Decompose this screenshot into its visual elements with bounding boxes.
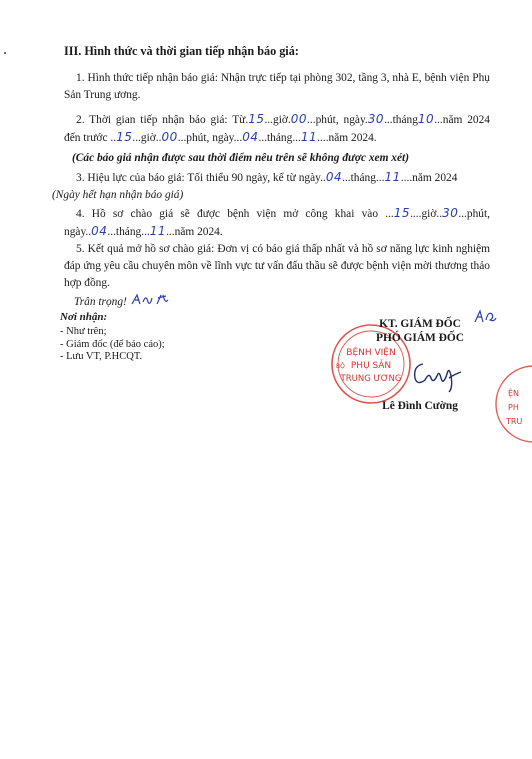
- handwritten-hour: 15: [248, 112, 265, 126]
- handwritten-signature: [405, 358, 465, 394]
- seal-text-line: PHỤ SẢN: [350, 361, 392, 371]
- seal-partial-text: PH: [508, 403, 519, 412]
- handwritten-day: 04: [242, 130, 259, 144]
- item-2-receiving-time: 2. Thời gian tiếp nhận báo giá: Từ.15...giờ.00...phút, ngày.30...tháng10...năm 2024 đến trước ..15...giờ..00...phút, ngày...04...tháng...11....năm 2024.: [64, 112, 490, 144]
- handwritten-initials: [472, 308, 498, 326]
- seal-text-line: BỆNH VIỆN: [346, 348, 396, 358]
- signer-title-line-1: KT. GIÁM ĐỐC: [379, 318, 461, 330]
- handwritten-month: 11: [149, 224, 167, 238]
- handwritten-minute: 30: [442, 206, 459, 220]
- handwritten-hour: 15: [393, 206, 411, 220]
- handwritten-day: 30: [367, 112, 385, 126]
- handwritten-hour: 15: [116, 130, 133, 144]
- signer-title-line-2: PHÓ GIÁM ĐỐC: [376, 332, 464, 344]
- handwritten-initials: [130, 292, 170, 308]
- late-submission-note: (Các báo giá nhận được sau thời điểm nêu trên sẽ không được xem xét): [72, 152, 410, 164]
- item-1-receiving-method: 1. Hình thức tiếp nhận báo giá: Nhận trực tiếp tại phòng 302, tầng 3, nhà E, bệnh viện Phụ Sản Trung ương.: [64, 72, 490, 101]
- handwritten-month: 10: [417, 112, 435, 126]
- seal-partial-text: TRU: [506, 417, 523, 426]
- recipients-title: Nơi nhận:: [60, 311, 108, 323]
- seal-side-text: BỘ: [336, 363, 345, 370]
- handwritten-day: 04: [325, 170, 343, 184]
- partial-red-seal-stamp: [494, 354, 532, 454]
- deadline-note: (Ngày hết hạn nhận báo giá): [52, 189, 184, 201]
- handwritten-minute: 00: [161, 130, 178, 144]
- handwritten-minute: 00: [290, 112, 308, 126]
- section-heading: III. Hình thức và thời gian tiếp nhận báo giá:: [64, 44, 299, 58]
- scan-speck: [4, 52, 6, 54]
- item-3-validity: 3. Hiệu lực của báo giá: Tối thiểu 90 ngày, kể từ ngày..04...tháng...11....năm 2024 (Ngày hết hạn nhận báo giá): [52, 170, 458, 201]
- handwritten-month: 11: [300, 130, 318, 144]
- handwritten-day: 04: [91, 224, 108, 238]
- recipient-item: - Giám đốc (để báo cáo);: [60, 339, 165, 350]
- recipient-item: - Như trên;: [60, 326, 107, 337]
- signer-name: Lê Đình Cường: [382, 400, 458, 412]
- item-5-result: 5. Kết quả mở hồ sơ chào giá: Đơn vị có báo giá thấp nhất và hồ sơ năng lực kinh nghiệm đáp ứng yêu cầu chuyên môn về lĩnh vực tư vấn đấu thầu sẽ được bệnh viện mời thương thảo hợp đồng.: [64, 243, 490, 289]
- seal-partial-text: ỆN: [508, 389, 520, 398]
- handwritten-month: 11: [384, 170, 401, 184]
- recipient-item: - Lưu VT, P.HCQT.: [60, 351, 143, 362]
- seal-text-line: TRUNG ƯƠNG: [340, 374, 402, 384]
- item-4-opening-time: 4. Hồ sơ chào giá sẽ được bệnh viện mở công khai vào ...15....giờ..30...phút, ngày..04...tháng...11...năm 2024.: [64, 206, 490, 238]
- closing-regards: Trân trọng!: [74, 296, 127, 308]
